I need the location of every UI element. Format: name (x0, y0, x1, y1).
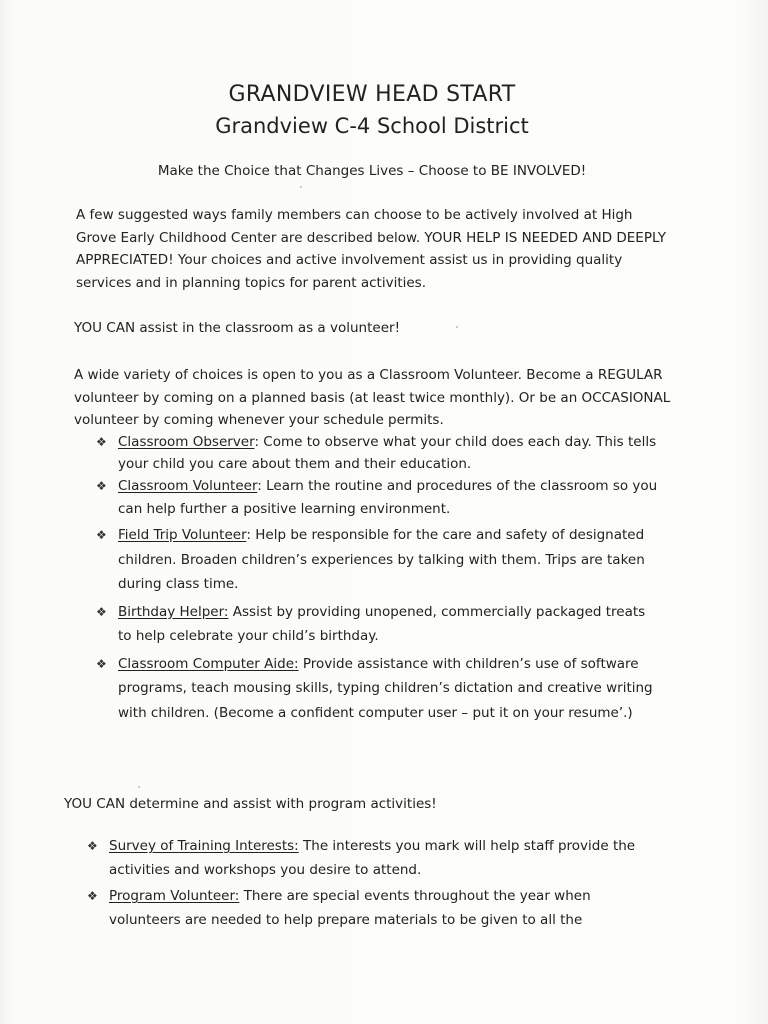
item-term-sep: : (254, 434, 259, 450)
intro-paragraph: A few suggested ways family members can choose to be actively involved at High Grove Early Childhood Center are described below. YOUR HELP IS NEEDED AND DEEPLY APPRECIATED! Your choices and active involvement assist us in providing quality services and in planning topics for parent activities. (76, 207, 666, 291)
item-term: Classroom Observer (118, 434, 255, 450)
item-term: Birthday Helper: (118, 603, 229, 620)
item-desc: There are special events throughout the year when volunteers are needed to help prepare materials to be given to all the (109, 888, 591, 928)
list-item (96, 652, 658, 726)
bullet-icon: ❖ (96, 656, 107, 671)
bullet-icon: ❖ (87, 889, 98, 903)
program-activity-list (87, 834, 649, 934)
scan-speck (300, 186, 302, 188)
district-title: Grandview C-4 School District (215, 114, 529, 138)
list-item (96, 431, 658, 475)
list-item (87, 884, 649, 932)
bullet-icon: ❖ (87, 839, 98, 853)
org-title: GRANDVIEW HEAD START (228, 82, 516, 107)
item-term: Program Volunteer: (109, 888, 240, 904)
classroom-volunteer-list (96, 431, 658, 728)
scan-speck (456, 326, 458, 328)
bullet-icon: ❖ (96, 479, 107, 493)
classroom-section-intro: A wide variety of choices is open to you as a Classroom Volunteer. Become a REGULAR volunteer by coming on a planned basis (at least twice monthly). Or be an OCCASIONAL volunteer by coming whenever your schedule permits. (74, 367, 671, 428)
item-desc: Provide assistance with children’s use of software programs, teach mousing skills, typing children’s dictation and creative writing with children. (Become a confident computer user – put it on your resume’.) (118, 655, 653, 721)
item-term: Field Trip Volunteer (118, 527, 247, 543)
item-desc: The interests you mark will help staff provide the activities and workshops you desire to attend. (109, 838, 636, 878)
list-item (96, 600, 658, 649)
tagline: Make the Choice that Changes Lives – Choose to BE INVOLVED! (157, 163, 587, 179)
bullet-icon: ❖ (96, 604, 107, 619)
bullet-icon: ❖ (96, 528, 107, 542)
bullet-icon: ❖ (96, 435, 107, 449)
classroom-section-heading: YOU CAN assist in the classroom as a volunteer! (74, 320, 400, 336)
list-item (96, 475, 658, 521)
item-term: Survey of Training Interests: (109, 838, 299, 854)
list-item (96, 523, 658, 597)
scan-speck (138, 786, 140, 788)
item-desc: Help be responsible for the care and safety of designated children. Broaden children’s experiences by talking with them. Trips are taken during class time. (118, 527, 645, 592)
list-item (87, 834, 649, 882)
item-desc: Come to observe what your child does each day. This tells your child you care about them and their education. (118, 434, 657, 472)
item-desc: Assist by providing unopened, commercially packaged treats to help celebrate your child’s birthday. (118, 603, 646, 644)
item-term: Classroom Volunteer (118, 478, 258, 494)
program-section-heading: YOU CAN determine and assist with program activities! (64, 796, 437, 812)
item-term-sep: : (246, 527, 251, 543)
item-term: Classroom Computer Aide: (118, 655, 299, 672)
item-term-sep: : (257, 478, 262, 494)
item-desc: Learn the routine and procedures of the classroom so you can help further a positive learning environment. (118, 478, 658, 517)
